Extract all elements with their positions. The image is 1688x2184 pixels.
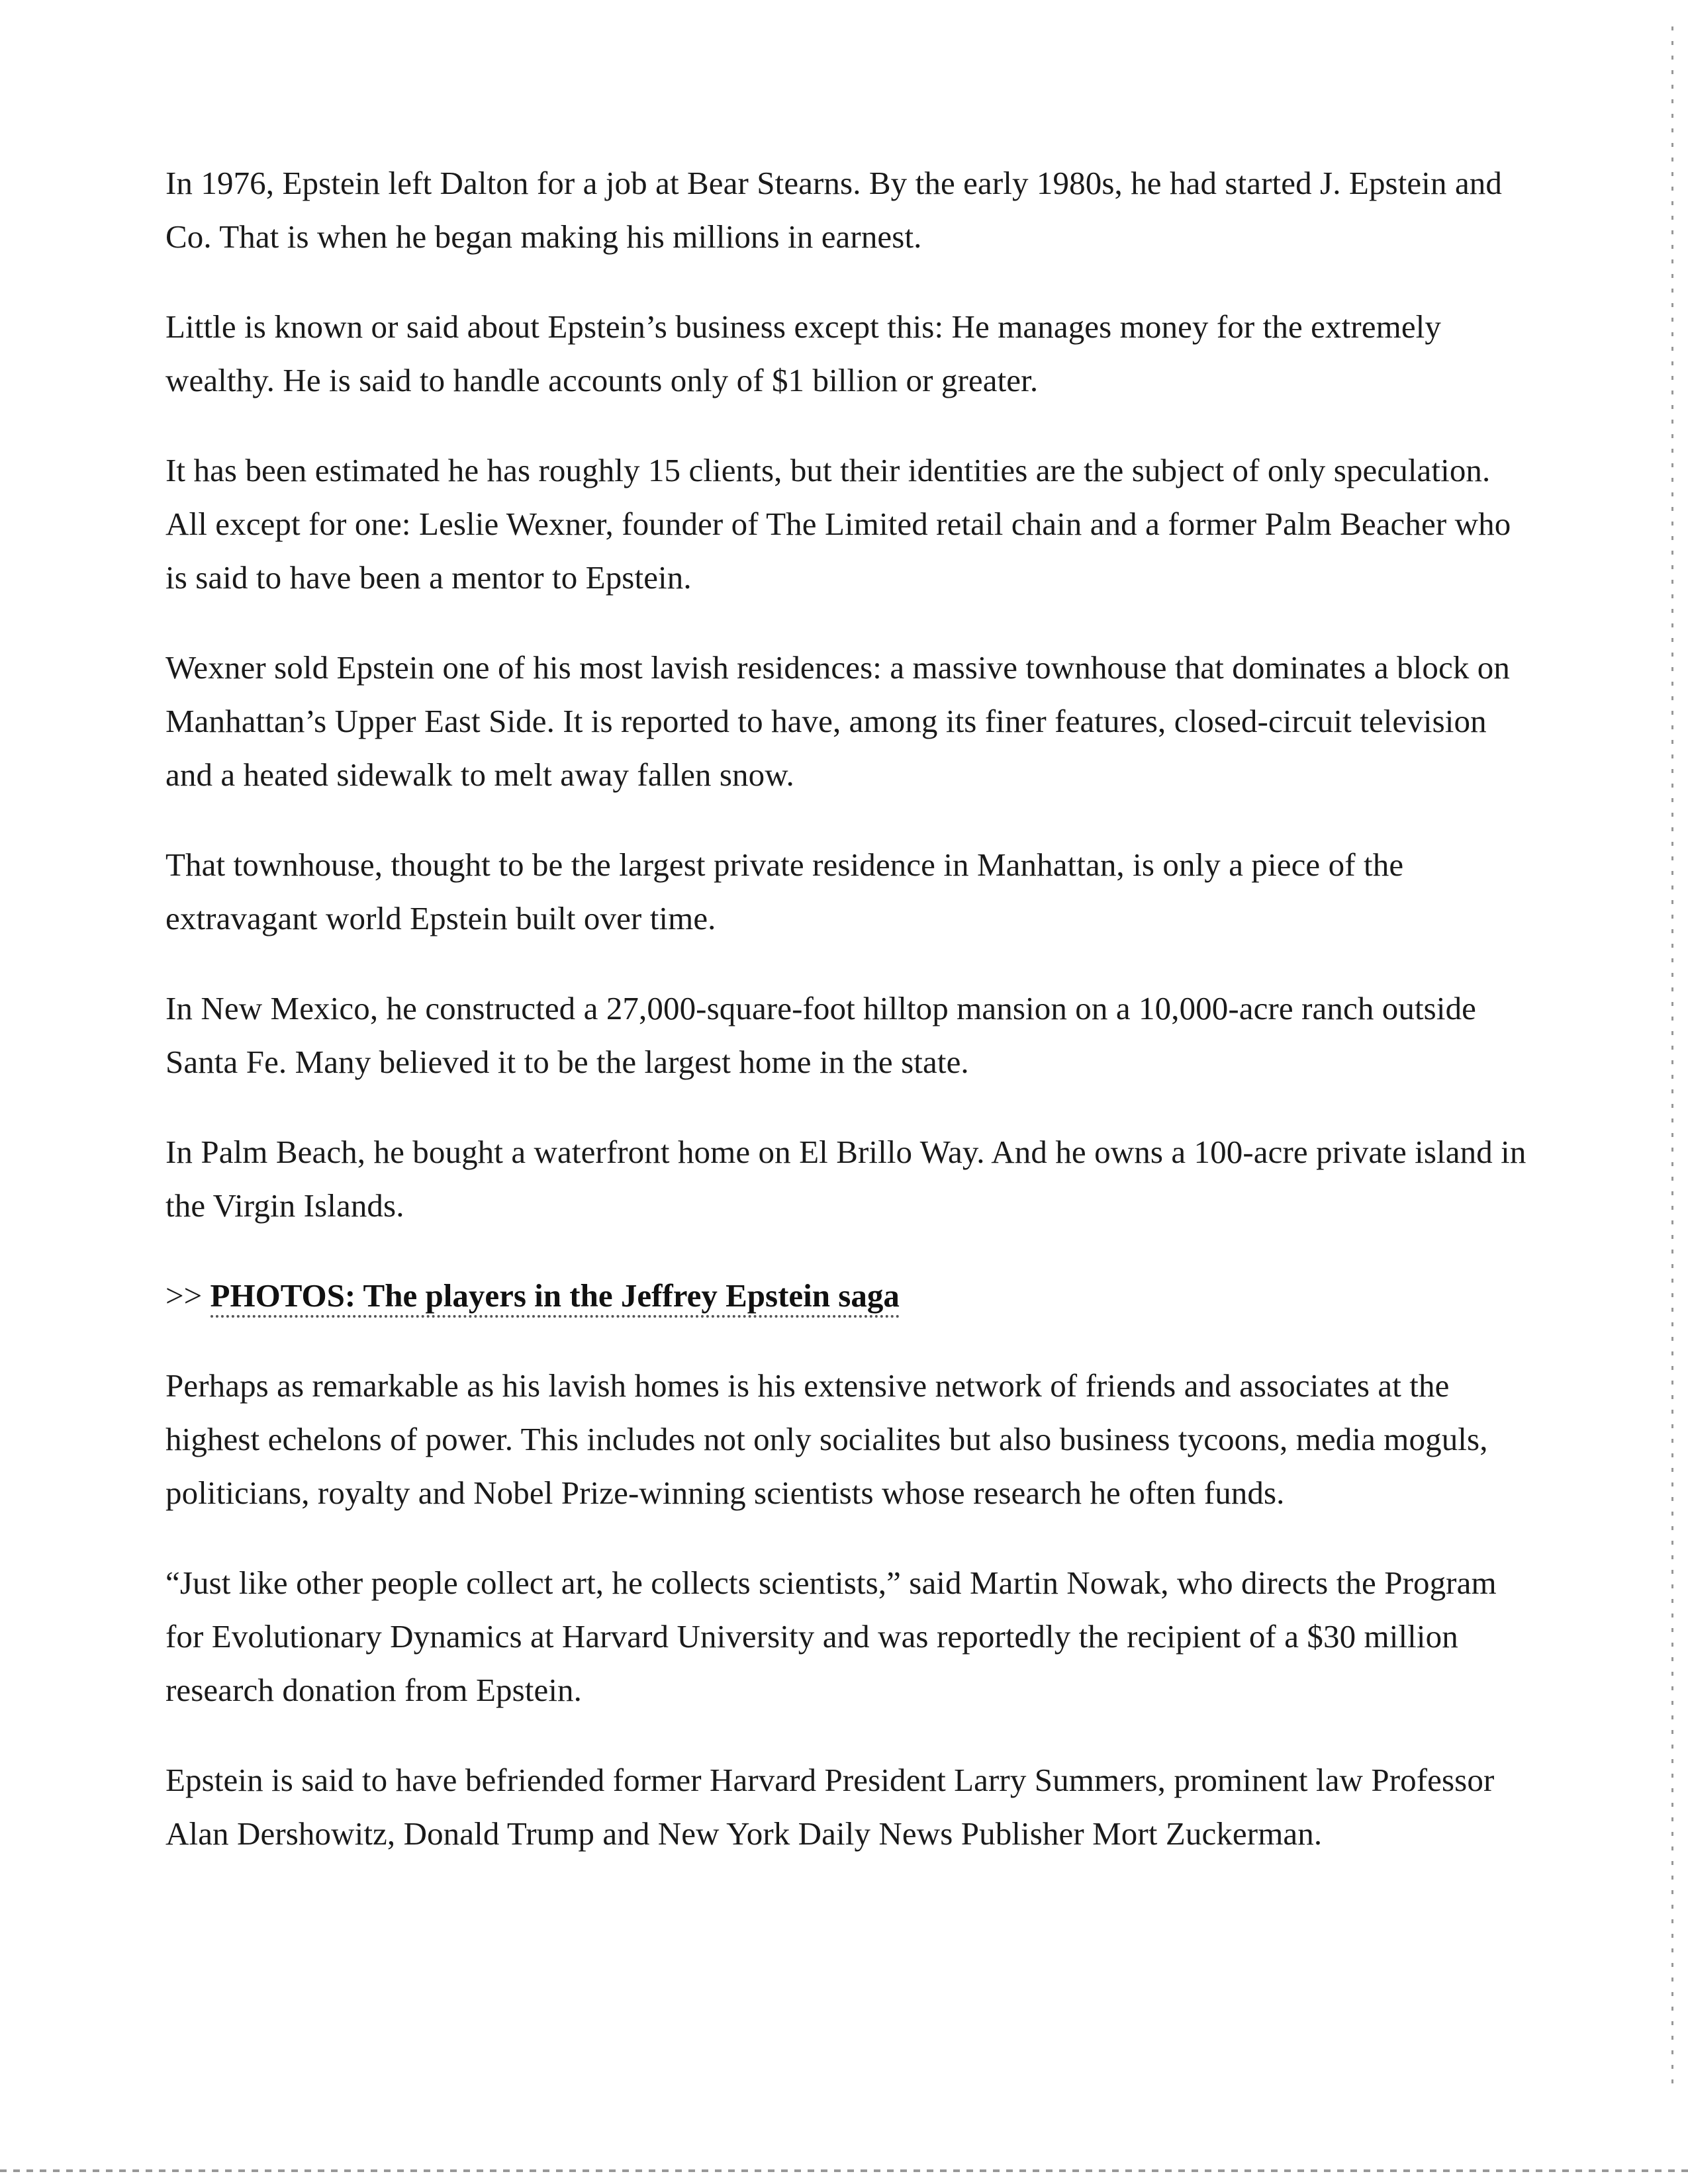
article-body <box>165 156 1529 1897</box>
paragraph-townhouse: Wexner sold Epstein one of his most lavish residences: a massive townhouse that dominates a block on Manhattan’s Upper East Side. It is reported to have, among its finer features, closed-circuit television and a heated sidewalk to melt away fallen snow. <box>165 649 1510 793</box>
photos-link-line <box>165 1269 1529 1322</box>
scan-edge-right <box>1671 26 1673 2091</box>
scan-edge-bottom <box>0 2169 1688 2172</box>
paragraph-palm-beach: In Palm Beach, he bought a waterfront home on El Brillo Way. And he owns a 100-acre private island in the Virgin Islands. <box>165 1134 1526 1224</box>
paragraph-largest-residence: That townhouse, thought to be the largest private residence in Manhattan, is only a piece of the extravagant world Epstein built over time. <box>165 846 1404 936</box>
paragraph-new-mexico: In New Mexico, he constructed a 27,000-square-foot hilltop mansion on a 10,000-acre ranch outside Santa Fe. Many believed it to be the largest home in the state. <box>165 990 1477 1080</box>
paragraph-clients: It has been estimated he has roughly 15 clients, but their identities are the subject of only speculation. All except for one: Leslie Wexner, founder of The Limited retail chain and a former Palm Beacher who is said to have been a mentor to Epstein. <box>165 452 1511 596</box>
paragraph-befriended: Epstein is said to have befriended former Harvard President Larry Summers, prominent law Professor Alan Dershowitz, Donald Trump and New York Daily News Publisher Mort Zuckerman. <box>165 1762 1495 1852</box>
paragraph-business: Little is known or said about Epstein’s business except this: He manages money for the extremely wealthy. He is said to handle accounts only of $1 billion or greater. <box>165 308 1441 398</box>
paragraph-network: Perhaps as remarkable as his lavish homes is his extensive network of friends and associates at the highest echelons of power. This includes not only socialites but also business tycoons, media moguls, politicians, royalty and Nobel Prize-winning scientists whose research he often funds. <box>165 1367 1488 1511</box>
paragraph-bear-stearns: In 1976, Epstein left Dalton for a job at Bear Stearns. By the early 1980s, he had started J. Epstein and Co. That is when he began making his millions in earnest. <box>165 165 1502 255</box>
paragraph-nowak-quote: “Just like other people collect art, he collects scientists,” said Martin Nowak, who directs the Program for Evolutionary Dynamics at Harvard University and was reportedly the recipient of a $30 million research donation from Epstein. <box>165 1565 1497 1708</box>
photos-link[interactable]: PHOTOS: The players in the Jeffrey Epstein saga <box>211 1277 900 1318</box>
link-prefix: >> <box>165 1277 211 1314</box>
